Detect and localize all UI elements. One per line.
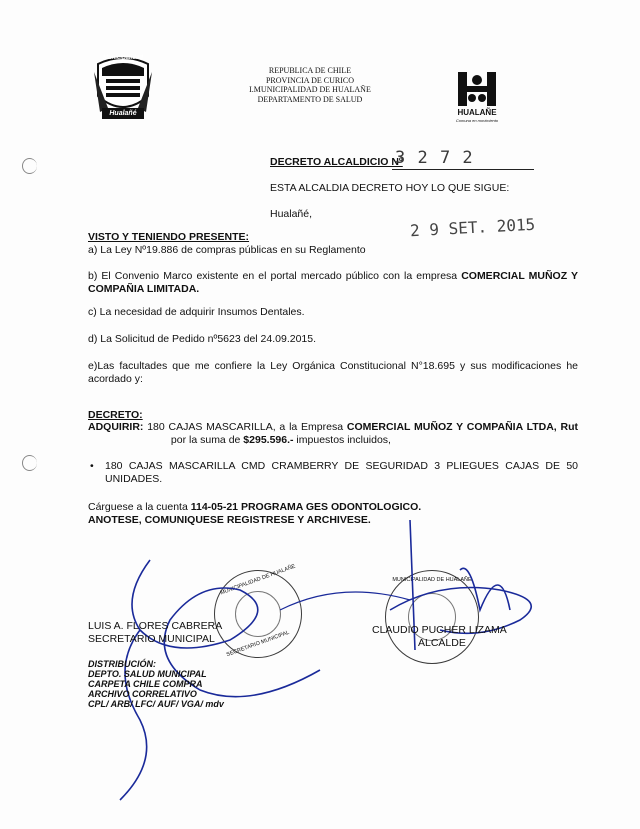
decreto-title: DECRETO: (88, 409, 143, 421)
visto-a: a) La Ley Nº19.886 de compras públicas en su Reglamento (88, 244, 366, 256)
decree-label: DECRETO ALCALDICIO Nº (270, 156, 403, 168)
logo-name: HUALAÑE (457, 108, 497, 117)
visto-b-company: COMERCIAL MUÑOZ Y COMPAÑIA LIMITADA. (88, 270, 578, 295)
hualane-logo (448, 70, 506, 130)
left-signatory-name: LUIS A. FLORES CABRERA (88, 620, 223, 632)
header-line: REPUBLICA DE CHILE (268, 66, 352, 75)
visto-c: c) La necesidad de adquirir Insumos Dentales. (88, 306, 305, 318)
visto-title: VISTO Y TENIENDO PRESENTE: (88, 231, 250, 243)
stamp-right-top-text: MUNICIPALIDAD DE HUALAÑE (392, 577, 472, 583)
header-line: PROVINCIA DE CURICO (265, 75, 354, 85)
date-stamp: 2 9 SET. 2015 (409, 214, 536, 241)
decreto-adquirir (88, 421, 578, 447)
cargo-line (88, 501, 421, 514)
bullet-icon: • (90, 460, 94, 472)
company-name: COMERCIAL MUÑOZ Y COMPAÑIA LTDA, (346, 421, 557, 433)
right-signatory-title: ALCALDE (418, 637, 466, 649)
impuestos-text: impuestos incluidos, (293, 434, 391, 446)
decree-number-underline (392, 169, 534, 170)
cargo-account: 114-05-21 PROGRAMA GES ODONTOLOGICO. (190, 501, 422, 513)
decree-place: Hualañé, (270, 208, 313, 220)
visto-b-text: b) El Convenio Marco existente en el portal mercado público con la empresa (88, 270, 462, 282)
amount: $295.596.- (243, 434, 294, 446)
stamp-left-bottom-text: SECRETARIO MUNICIPAL (225, 629, 291, 659)
header-block (230, 66, 390, 104)
distribucion-line: ARCHIVO CORRELATIVO (88, 689, 197, 699)
closing-line: ANOTESE, COMUNIQUESE REGISTRESE Y ARCHIVESE. (88, 514, 371, 526)
punch-hole (22, 158, 37, 174)
cargo-label: Cárguese a la cuenta (88, 501, 191, 513)
suma-text: por la suma de (168, 434, 244, 446)
punch-hole (22, 455, 37, 471)
adquirir-text: 180 CAJAS MASCARILLA, a la Empresa (143, 421, 347, 433)
decree-number: 3 2 7 2 (395, 148, 474, 168)
visto-e: e)Las facultades que me confiere la Ley Orgánica Constitucional N°18.695 y sus modificaciones he acordado y: (88, 360, 578, 385)
distribucion-block (88, 659, 224, 709)
municipal-crest-logo (92, 52, 154, 122)
crest-bottom-text: Hualañé (109, 110, 137, 117)
visto-b (88, 270, 578, 296)
distribucion-line: DEPTO. SALUD MUNICIPAL (88, 669, 207, 679)
adquirir-label: ADQUIRIR: (88, 421, 144, 433)
rut-label: Rut (556, 421, 578, 433)
decree-intro: ESTA ALCALDIA DECRETO HOY LO QUE SIGUE: (270, 182, 510, 194)
visto-d: d) La Solicitud de Pedido nº5623 del 24.09.2015. (88, 333, 317, 345)
logo-tagline: Comuna en movimiento (455, 118, 499, 123)
distribucion-line: CARPETA CHILE COMPRA (88, 679, 203, 689)
header-line: DEPARTAMENTO DE SALUD (257, 94, 363, 104)
crest-top-text: Municipalidad (102, 55, 143, 61)
bullet-item: 180 CAJAS MASCARILLA CMD CRAMBERRY DE SEGURIDAD 3 PLIEGUES CAJAS DE 50 UNIDADES. (105, 460, 578, 485)
distribucion-line: CPL/ ARB/ LFC/ AUF/ VGA/ mdv (88, 699, 224, 709)
header-line: I.MUNICIPALIDAD DE HUALAÑE (249, 85, 371, 94)
left-signatory-title: SECRETARIO MUNICIPAL (88, 633, 215, 645)
distribucion-title: DISTRIBUCIÓN: (88, 659, 156, 669)
right-signatory-name: CLAUDIO PUCHER LIZAMA (372, 624, 507, 636)
stamp-left-top-text: MUNICIPALIDAD DE HUALAÑE (219, 563, 297, 597)
